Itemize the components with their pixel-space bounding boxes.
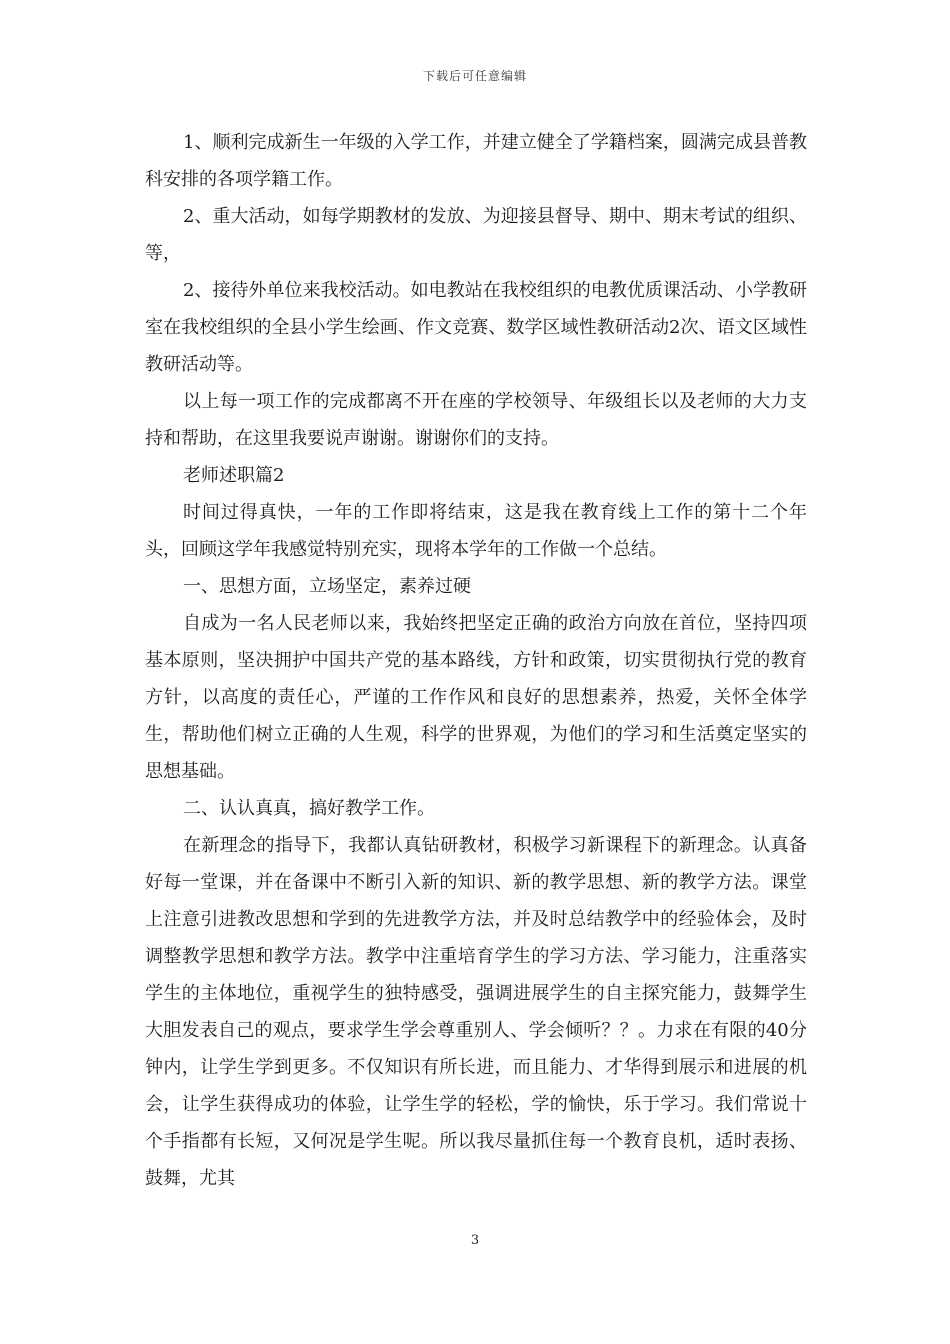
section-heading-ideology: 一、思想方面，立场坚定，素养过硬: [183, 576, 471, 597]
paragraph-ideology: 自成为一名人民老师以来，我始终把坚定正确的政治方向放在首位，坚持四项基本原则，坚决拥护中国共产党的基本路线，方针和政策，切实贯彻执行党的教育方针，以高度的责任心，严谨的工作作风和良好的思想素养，热爱，关怀全体学生，帮助他们树立正确的人生观，科学的世界观，为他们的学习和生活奠定坚实的思想基础。: [145, 613, 807, 782]
section-heading-report-2: 老师述职篇2: [183, 465, 285, 486]
paragraph-thanks: 以上每一项工作的完成都离不开在座的学校领导、年级组长以及老师的大力支持和帮助，在这里我要说声谢谢。谢谢你们的支持。: [145, 391, 807, 449]
paragraph-teaching: 在新理念的指导下，我都认真钻研教材，积极学习新课程下的新理念。认真备好每一堂课，并在备课中不断引入新的知识、新的教学思想、新的教学方法。课堂上注意引进教改思想和学到的先进教学方法，并及时总结教学中的经验体会，及时调整教学思想和教学方法。教学中注重培育学生的学习方法、学习能力，注重落实学生的主体地位，重视学生的独特感受，强调进展学生的自主探究能力，鼓舞学生大胆发表自己的观点，要求学生学会尊重别人、学会倾听？？。力求在有限的40分钟内，让学生学到更多。不仅知识有所长进，而且能力、才华得到展示和进展的机会，让学生获得成功的体验，让学生学的轻松，学的愉快，乐于学习。我们常说十个手指都有长短，又何况是学生呢。所以我尽量抓住每一个教育良机，适时表扬、鼓舞，尤其: [145, 835, 807, 1189]
paragraph-enrollment: 1、顺利完成新生一年级的入学工作，并建立健全了学籍档案，圆满完成县普教科安排的各项学籍工作。: [145, 132, 807, 190]
document-body: [145, 124, 807, 1197]
section-heading-teaching: 二、认认真真，搞好教学工作。: [183, 798, 435, 819]
page-number: 3: [470, 1233, 480, 1248]
paragraph-major-activities: 2、重大活动，如每学期教材的发放、为迎接县督导、期中、期末考试的组织、等，: [145, 206, 807, 264]
download-note-header: 下载后可任意编辑: [422, 69, 527, 83]
paragraph-external-visits: 2、接待外单位来我校活动。如电教站在我校组织的电教优质课活动、小学教研室在我校组织的全县小学生绘画、作文竞赛、数学区域性教研活动2次、语文区域性教研活动等。: [145, 280, 807, 375]
paragraph-intro: 时间过得真快，一年的工作即将结束，这是我在教育线上工作的第十二个年头，回顾这学年我感觉特别充实，现将本学年的工作做一个总结。: [145, 502, 807, 560]
